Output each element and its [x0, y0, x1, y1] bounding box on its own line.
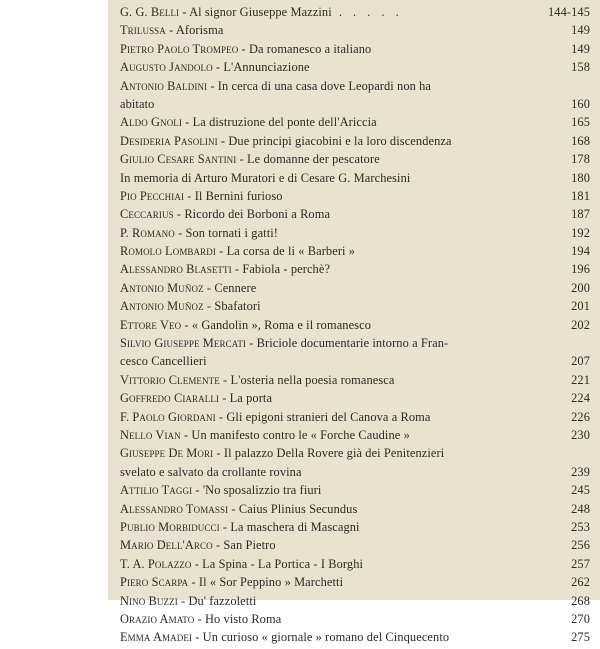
- toc-author: Giuseppe De Mori: [120, 446, 214, 461]
- toc-separator: -: [173, 207, 185, 222]
- toc-title: Aforisma: [175, 23, 224, 38]
- toc-title: Son tornati i gatti!: [185, 225, 279, 240]
- toc-title: La distruzione del ponte dell'Ariccia: [192, 115, 377, 130]
- toc-title: 'No sposalizzio tra fiuri: [202, 483, 322, 498]
- toc-entry-text: [120, 299, 567, 314]
- toc-separator: -: [181, 115, 193, 130]
- toc-entry-text: [120, 152, 567, 167]
- toc-entry: [120, 594, 590, 612]
- toc-entry: [120, 60, 590, 78]
- toc-title: abitato: [120, 96, 155, 111]
- toc-separator: -: [238, 41, 249, 56]
- toc-entry: [120, 42, 590, 60]
- toc-entry-text: [120, 23, 567, 38]
- toc-author: Giulio Cesare Santini: [120, 152, 237, 167]
- toc-separator: -: [231, 262, 243, 277]
- toc-entry: [120, 226, 590, 244]
- toc-entry: [120, 354, 590, 372]
- toc-entry-text: [120, 520, 567, 535]
- book-page: [108, 0, 600, 645]
- toc-author: Pio Pecchiai: [120, 188, 185, 203]
- toc-author: Ettore Veo: [120, 317, 182, 332]
- toc-page-number: 239: [571, 464, 590, 479]
- toc-title: Ho visto Roma: [204, 611, 282, 626]
- toc-entry-text: [120, 502, 567, 517]
- toc-page-number: 178: [571, 152, 590, 167]
- toc-page-number: 181: [571, 188, 590, 203]
- toc-entry-text: [120, 60, 567, 75]
- toc-title: Il palazzo Della Rovere già dei Penitenzieri: [223, 446, 445, 461]
- toc-author: Ceccarius: [120, 207, 174, 222]
- toc-entry-text: [120, 97, 567, 112]
- toc-separator: -: [184, 188, 195, 203]
- toc-separator: -: [180, 427, 192, 442]
- toc-title: La corsa de li « Barberi »: [226, 244, 356, 259]
- toc-title: Ricordo dei Borboni a Roma: [184, 207, 331, 222]
- toc-page-number: 268: [571, 593, 590, 608]
- toc-author: Nino Buzzi: [120, 593, 178, 608]
- toc-author: Nello Vian: [120, 427, 181, 442]
- toc-entry-text: [120, 538, 567, 553]
- toc-title: In memoria di Arturo Muratori e di Cesare G. Marchesini: [120, 170, 411, 185]
- toc-title: svelato e salvato da crollante rovina: [120, 464, 302, 479]
- toc-page-number: 200: [571, 280, 590, 295]
- toc-entry: [120, 575, 590, 593]
- toc-entry-text: [120, 446, 586, 461]
- toc-entry-text: [120, 171, 567, 186]
- toc-separator: -: [165, 23, 176, 38]
- toc-separator: -: [177, 593, 189, 608]
- toc-entry-text: [120, 391, 567, 406]
- toc-entry-text: [120, 5, 544, 20]
- toc-entry-text: [120, 612, 567, 627]
- toc-entry-text: [120, 594, 567, 609]
- toc-page-number: 196: [571, 262, 590, 277]
- toc-title: L'osteria nella poesia romanesca: [230, 372, 395, 387]
- toc-page-number: 230: [571, 427, 590, 442]
- toc-entry: [120, 612, 590, 630]
- toc-page-number: 257: [571, 556, 590, 571]
- toc-entry: [120, 299, 590, 317]
- toc-author: Trilussa: [120, 23, 166, 38]
- toc-entry-text: [120, 630, 567, 645]
- toc-entry: [120, 538, 590, 556]
- toc-separator: -: [174, 225, 186, 240]
- toc-entry: [120, 336, 590, 354]
- toc-entry-text: [120, 336, 586, 351]
- toc-author: Antonio Muñoz: [120, 299, 204, 314]
- toc-author: Vittorio Clemente: [120, 372, 220, 387]
- toc-entry-text: [120, 244, 567, 259]
- toc-title: San Pietro: [223, 538, 276, 553]
- toc-entry: [120, 391, 590, 409]
- toc-page-number: 262: [571, 575, 590, 590]
- toc-separator: -: [203, 299, 215, 314]
- toc-entry: [120, 189, 590, 207]
- toc-author: Attilio Taggi: [120, 483, 193, 498]
- toc-page-number: 270: [571, 611, 590, 626]
- toc-separator: -: [179, 5, 190, 19]
- toc-entry: [120, 428, 590, 446]
- toc-author: Orazio Amato: [120, 611, 195, 626]
- toc-entry: [120, 97, 590, 115]
- table-of-contents: [120, 5, 590, 649]
- toc-entry-text: [120, 557, 567, 572]
- toc-separator: -: [192, 483, 203, 498]
- toc-title: L'Annunciazione: [223, 60, 310, 75]
- toc-entry-text: [120, 483, 567, 498]
- toc-entry: [120, 244, 590, 262]
- toc-title: Briciole documentarie intorno a Fran-: [256, 336, 449, 351]
- toc-entry-text: [120, 207, 567, 222]
- toc-title: La porta: [229, 391, 273, 406]
- toc-page-number: 158: [571, 60, 590, 75]
- toc-entry: [120, 281, 590, 299]
- toc-title: Cennere: [214, 280, 257, 295]
- toc-entry-text: [120, 465, 567, 480]
- toc-entry-text: [120, 79, 586, 94]
- toc-title: Gli epigoni stranieri del Canova a Roma: [226, 409, 431, 424]
- toc-entry: [120, 171, 590, 189]
- toc-title: Il « Sor Peppino » Marchetti: [198, 575, 344, 590]
- toc-separator: -: [203, 280, 215, 295]
- toc-page-number: 245: [571, 483, 590, 498]
- toc-entry: [120, 134, 590, 152]
- toc-separator: -: [194, 611, 205, 626]
- toc-page-number: 275: [571, 630, 590, 645]
- toc-title: Un curioso « giornale » romano del Cinquecento: [202, 630, 450, 645]
- toc-separator: -: [219, 519, 231, 534]
- toc-entry: [120, 520, 590, 538]
- toc-page-number: 149: [571, 23, 590, 38]
- toc-page-number: 144-145: [548, 5, 590, 19]
- toc-title: Il Bernini furioso: [194, 188, 283, 203]
- toc-separator: -: [207, 78, 218, 93]
- toc-page-number: 192: [571, 225, 590, 240]
- toc-title: La Spina - La Portica - I Borghi: [202, 556, 364, 571]
- toc-entry: [120, 207, 590, 225]
- toc-entry: [120, 318, 590, 336]
- toc-author: Piero Scarpa: [120, 575, 189, 590]
- toc-author: Antonio Muñoz: [120, 280, 204, 295]
- toc-entry: [120, 465, 590, 483]
- toc-separator: -: [217, 133, 229, 148]
- toc-page-number: 168: [571, 133, 590, 148]
- toc-author: G. G. Belli: [120, 5, 180, 19]
- toc-title: Du' fazzoletti: [188, 593, 257, 608]
- toc-entry: [120, 373, 590, 391]
- toc-entry-text: [120, 428, 567, 443]
- toc-author: Silvio Giuseppe Mercati: [120, 336, 247, 351]
- toc-title: Da romanesco a italiano: [248, 41, 372, 56]
- toc-author: Publio Morbiducci: [120, 519, 220, 534]
- toc-entry: [120, 630, 590, 648]
- toc-title: Due principi giacobini e la loro discendenza: [228, 133, 452, 148]
- toc-entry: [120, 502, 590, 520]
- toc-separator: -: [213, 446, 224, 461]
- toc-separator: -: [191, 556, 203, 571]
- toc-page-number: 207: [571, 354, 590, 369]
- toc-entry: [120, 115, 590, 133]
- toc-leader-dots: . . . . .: [331, 5, 403, 19]
- toc-page-number: 253: [571, 519, 590, 534]
- toc-title: Al signor Giuseppe Mazzini: [189, 5, 332, 19]
- toc-title: cesco Cancellieri: [120, 354, 207, 369]
- toc-entry-text: [120, 281, 567, 296]
- toc-entry: [120, 152, 590, 170]
- toc-entry: [120, 262, 590, 280]
- toc-entry-text: [120, 262, 567, 277]
- toc-page-number: 221: [571, 372, 590, 387]
- toc-entry-text: [120, 226, 567, 241]
- toc-title: Le domanne der pescatore: [247, 152, 380, 167]
- toc-entry-text: [120, 373, 567, 388]
- toc-separator: -: [192, 630, 203, 645]
- toc-entry: [120, 23, 590, 41]
- toc-page-number: 149: [571, 41, 590, 56]
- toc-entry-text: [120, 42, 567, 57]
- toc-author: Augusto Jandolo: [120, 60, 213, 75]
- toc-separator: -: [212, 538, 224, 553]
- toc-title: La maschera di Mascagni: [230, 519, 360, 534]
- toc-author: Pietro Paolo Trompeo: [120, 41, 239, 56]
- toc-entry-text: [120, 575, 567, 590]
- toc-page-number: 226: [571, 409, 590, 424]
- toc-author: Goffredo Ciaralli: [120, 391, 220, 406]
- toc-title: Fabiola - perchè?: [242, 262, 331, 277]
- toc-title: In cerca di una casa dove Leopardi non ha: [217, 78, 432, 93]
- toc-author: Emma Amadei: [120, 630, 193, 645]
- toc-entry: [120, 557, 590, 575]
- toc-author: Romolo Lombardi: [120, 244, 216, 259]
- toc-title: Sbafatori: [214, 299, 261, 314]
- toc-author: Alessandro Blasetti: [120, 262, 232, 277]
- toc-entry-text: [120, 189, 567, 204]
- toc-separator: -: [188, 575, 199, 590]
- toc-entry: [120, 79, 590, 97]
- toc-author: Mario Dell'Arco: [120, 538, 213, 553]
- toc-author: P. Romano: [120, 225, 175, 240]
- toc-page-number: 201: [571, 299, 590, 314]
- toc-entry: [120, 483, 590, 501]
- toc-page-number: 224: [571, 391, 590, 406]
- toc-separator: -: [181, 317, 192, 332]
- toc-entry-text: [120, 134, 567, 149]
- toc-page-number: 194: [571, 244, 590, 259]
- toc-separator: -: [215, 409, 227, 424]
- toc-separator: -: [215, 244, 227, 259]
- toc-author: Desideria Pasolini: [120, 133, 218, 148]
- toc-separator: -: [212, 60, 224, 75]
- toc-title: Caius Plinius Secundus: [238, 501, 358, 516]
- toc-page-number: 248: [571, 501, 590, 516]
- toc-entry: [120, 410, 590, 428]
- toc-entry-text: [120, 354, 567, 369]
- toc-title: « Gandolin », Roma e il romanesco: [191, 317, 371, 332]
- toc-author: F. Paolo Giordani: [120, 409, 216, 424]
- toc-page-number: 187: [571, 207, 590, 222]
- toc-separator: -: [219, 372, 231, 387]
- toc-page-number: 202: [571, 317, 590, 332]
- toc-author: T. A. Polazzo: [120, 556, 192, 571]
- toc-page-number: 165: [571, 115, 590, 130]
- toc-entry-text: [120, 318, 567, 333]
- toc-author: Aldo Gnoli: [120, 115, 182, 130]
- toc-author: Alessandro Tomassi: [120, 501, 229, 516]
- toc-author: Antonio Baldini: [120, 78, 208, 93]
- toc-page-number: 160: [571, 96, 590, 111]
- toc-separator: -: [219, 391, 230, 406]
- toc-title: Un manifesto contro le « Forche Caudine »: [191, 427, 410, 442]
- toc-separator: -: [246, 336, 257, 351]
- toc-entry-text: [120, 115, 567, 130]
- toc-page-number: 180: [571, 170, 590, 185]
- toc-page-number: 256: [571, 538, 590, 553]
- toc-entry-text: [120, 410, 567, 425]
- toc-separator: -: [236, 152, 248, 167]
- toc-entry: [120, 5, 590, 23]
- toc-separator: -: [228, 501, 239, 516]
- toc-entry: [120, 446, 590, 464]
